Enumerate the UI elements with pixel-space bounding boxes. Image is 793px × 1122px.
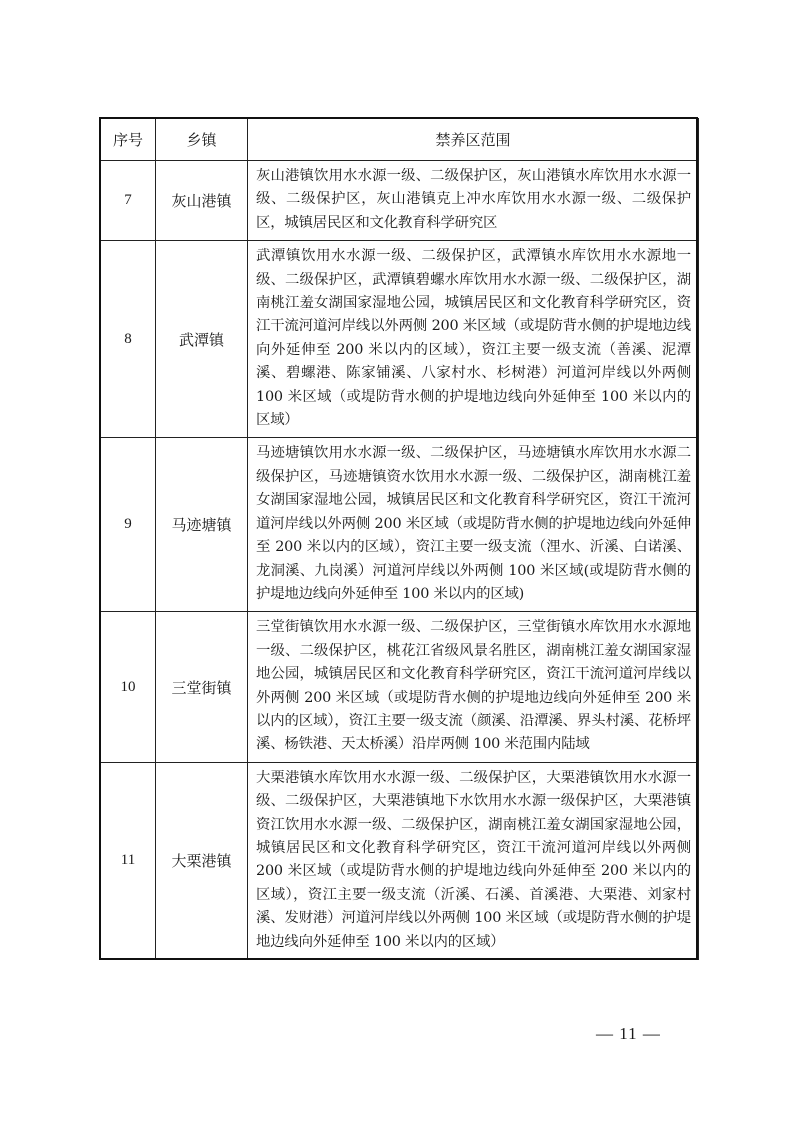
row-town: 三堂街镇: [156, 612, 248, 762]
table-row: [101, 762, 699, 959]
header-town: 乡镇: [156, 119, 248, 161]
table-header-row: [101, 119, 699, 161]
table-row: [101, 241, 699, 438]
row-scope: 大栗港镇水库饮用水水源一级、二级保护区，大栗港镇饮用水水源一级、二级保护区，大栗港镇地下水饮用水水源一级保护区，大栗港镇资江饮用水水源一级、二级保护区，湖南桃江羞女湖国家湿地公园，城镇居民区和文化教育科学研究区，资江干流河道河岸线以外两侧 200 米区域（或堤防背水侧的护堤地边线向外延伸至 200 米以内的区域），资江主要一级支流（沂溪、石溪、首溪港、大栗港、刘家村溪、发财港）河道河岸线以外两侧 100 米区域（或堤防背水侧的护堤地边线向外延伸至 100 米以内的区域）: [248, 762, 699, 959]
row-town: 灰山港镇: [156, 161, 248, 241]
header-scope: 禁养区范围: [248, 119, 699, 161]
table-row: [101, 438, 699, 612]
table-row: [101, 612, 699, 762]
row-town: 大栗港镇: [156, 762, 248, 959]
header-no: 序号: [101, 119, 156, 161]
page-number: — 11 —: [596, 1024, 661, 1043]
row-town: 武潭镇: [156, 241, 248, 438]
row-no: 11: [101, 762, 156, 959]
restricted-area-table: [100, 118, 699, 960]
row-no: 10: [101, 612, 156, 762]
table-row: [101, 161, 699, 241]
row-scope: 武潭镇饮用水水源一级、二级保护区，武潭镇水库饮用水水源地一级、二级保护区，武潭镇碧螺水库饮用水水源一级、二级保护区，湖南桃江羞女湖国家湿地公园，城镇居民区和文化教育科学研究区，资江干流河道河岸线以外两侧 200 米区域（或堤防背水侧的护堤地边线向外延伸至 200 米以内的区域），资江主要一级支流（善溪、泥潭溪、碧螺港、陈家铺溪、八家村水、杉树港）河道河岸线以外两侧 100 米区域（或堤防背水侧的护堤地边线向外延伸至 100 米以内的区域）: [248, 241, 699, 438]
row-town: 马迹塘镇: [156, 438, 248, 612]
row-scope: 三堂街镇饮用水水源一级、二级保护区，三堂街镇水库饮用水水源地一级、二级保护区，桃花江省级风景名胜区，湖南桃江羞女湖国家湿地公园，城镇居民区和文化教育科学研究区，资江干流河道河岸线以外两侧 200 米区域（或堤防背水侧的护堤地边线向外延伸至 200 米以内的区域），资江主要一级支流（颜溪、沿潭溪、界头村溪、花桥坪溪、杨铁港、天太桥溪）沿岸两侧 100 米范围内陆域: [248, 612, 699, 762]
row-no: 7: [101, 161, 156, 241]
row-scope: 马迹塘镇饮用水水源一级、二级保护区，马迹塘镇水库饮用水水源二级保护区，马迹塘镇资水饮用水水源一级、二级保护区，湖南桃江羞女湖国家湿地公园，城镇居民区和文化教育科学研究区，资江干流河道河岸线以外两侧 200 米区域（或堤防背水侧的护堤地边线向外延伸至 200 米以内的区域），资江主要一级支流（浬水、沂溪、白诺溪、龙洞溪、九岗溪）河道河岸线以外两侧 100 米区域(或堤防背水侧的护堤地边线向外延伸至 100 米以内的区域): [248, 438, 699, 612]
row-no: 9: [101, 438, 156, 612]
row-scope: 灰山港镇饮用水水源一级、二级保护区，灰山港镇水库饮用水水源一级、二级保护区，灰山港镇克上冲水库饮用水水源一级、二级保护区，城镇居民区和文化教育科学研究区: [248, 161, 699, 241]
row-no: 8: [101, 241, 156, 438]
